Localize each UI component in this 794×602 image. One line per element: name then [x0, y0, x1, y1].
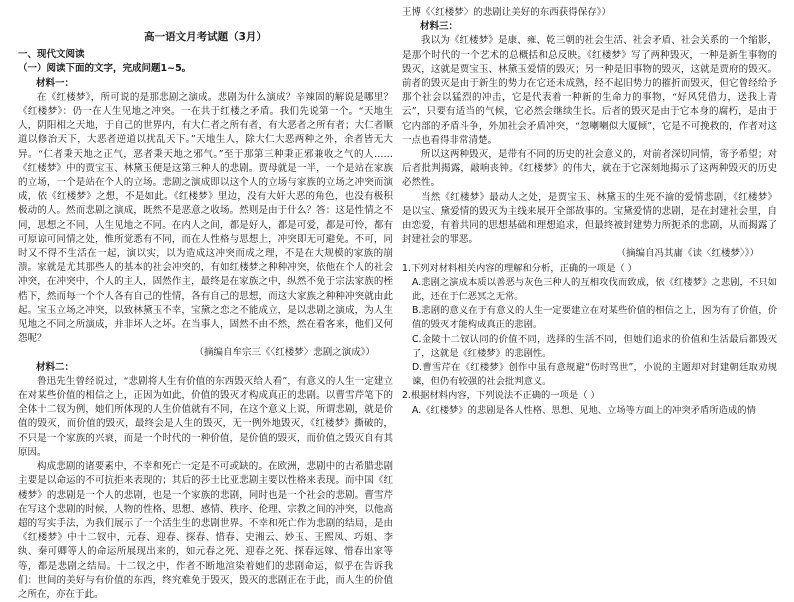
- question-1-option-b: B.悲剧的意义在于有意义的人生一定要建立在对某些价值的相信之上，因为有了价值，价值的毁灭才能构成真正的悲剧。: [412, 305, 777, 331]
- material-two-citation-tail: 王博《〈红楼梦〉的悲剧让美好的东西获得保存》）: [402, 7, 612, 18]
- material-one-label: 材料一：: [36, 77, 75, 89]
- question-2-stem: 2.根据材料内容，下列说法不正确的一项是（ ）: [402, 390, 600, 402]
- material-three-paragraph: 我以为《红楼梦》是康、雍、乾三朝的社会生活、社会矛盾、社会关系的一个缩影，是那个时代的一个艺术的总概括和总反映。《红楼梦》写了两种毁灭，一种是新生事物的毁灭，这就是贾宝玉、林黛玉爱情的毁灭；另一种是旧事物的毁灭，这就是贾府的毁灭。前者的毁灭是由于新生的势力在它还未成熟，经不起旧势力的摧折而毁灭，但它曾经给予那个社会以猛烈的冲击，它是代表着一种新的生命力的事物，“好风凭借力，送我上青云”，只要有适当的气候，它必然会继续生长。后者的毁灭是由于它本身的腐朽，是由于它内部的矛盾斗争，外加社会矛盾冲突，“忽喇喇似大厦倾”，它是不可挽救的，作者对这一点也看得非常清楚。: [402, 35, 777, 146]
- subsection-heading: （一）阅读下面的文字，完成问题1~5。: [18, 63, 192, 75]
- material-two-label: 材料二：: [36, 361, 75, 373]
- question-1-option-d: D.曹雪芹在《红楼梦》创作中虽有意规避“伤时骂世”，小说的主题却对封建朝廷取劝规谏，但仍有较强的社会批判意义。: [412, 362, 777, 388]
- material-two-paragraph: 构成悲剧的诸要素中，不幸和死亡一定是不可或缺的。在欧洲，悲剧中的古希腊悲剧主要是以命运的不可抗拒来表现的；其后的莎士比亚悲剧主要以性格来表现。而中国《红楼梦》的悲剧是一个人的悲剧，也是一个家族的悲剧，同时也是一个社会的悲剧。曹雪芹在写这个悲剧的时候，人物的性格、思想、感情、秩序、伦理、宗教之间的冲突，以他高超的写实手法，为我们展示了一个活生生的悲剧世界。不幸和死亡作为悲剧的结局，是由《红楼梦》中十二钗中，元春、迎春、探春、惜春、史湘云、妙玉、王熙凤、巧姐、李纨、秦可卿等人的命运所展现出来的，如元春之死、迎春之死、探春远嫁、惜春出家等等，都是悲剧之结局。十二钗之中，作者不断地渲染着她们的悲剧命运，似乎在告诉我们：世间的美好与有价值的东西，终究难免于毁灭，毁灭的悲剧正在于此，而人生的价值之所在，亦在于此。: [18, 461, 393, 600]
- question-1-stem: 1.下列对材料相关内容的理解和分析，正确的一项是（ ）: [402, 262, 637, 274]
- material-one-citation: （摘编自牟宗三《〈红楼梦〉悲剧之演成》）: [194, 347, 375, 359]
- material-three-label: 材料三：: [420, 21, 459, 33]
- question-1-option-c: C.金陵十二钗认同的价值不同，选择的生活不同，但她们追求的价值和生活最后都毁灭了，这就是《红楼梦》的悲剧性。: [412, 333, 777, 359]
- left-column: [18, 0, 393, 600]
- question-1-option-a: A.悲剧之演成本质以善恶与灰色三种人的互相攻伐而致成，依《红楼梦》之悲剧，不只如此，还在于仁恶冥之无常。: [412, 276, 777, 303]
- question-2-option-a: A.《红楼梦》的悲剧是各人性格、思想、见地、立场等方面上的冲突矛盾所造成的情: [412, 404, 756, 416]
- material-one-paragraph: 在《红楼梦》，所可说的是那悲剧之演成。悲剧为什么演成？辛辣固的解说是哪里？《红楼梦》：仍一在人生见地之冲突。一在共于红楼之矛盾。我们先说第一个。“天地生人，阴阳相之天地，于自己的世界内，有大仁者之所有者，有大恶者之所有者；大仁者顺道以修治天下，大恶者逆道以扰乱天下。”天地生人，除大仁大恶两种之外，余者皆无大异。“仁者秉天地之正气，恶者秉天地之邪气。”至于那第三种秉正邪兼收之气的人……《红楼梦》中的贾宝玉、林黛玉便是这第三种人的悲剧。贾母就是一半，一个是站在家族的立场，一个是站在个人的立场。悲剧之演成即以这个人的立场与家族的立场之冲突而演成，依《红楼梦》之想，不是如此。《红楼梦》里边，没有大奸大恶的角色，也没有极积极动的人。然而悲剧之演成，既然不是恶意之收场。然则是由于什么？答：这是性情之不同，思想之不同，人生见地之不同。在内人之间，都是好人，都是可爱，都是可怜，都有可原谅可同情之处，惟所觉悉有不同，而在人性格与思想上，冲突即无可避免。不可，同时又不得不生活在一起，演以实，以为造成这冲突而成之理，不是在大规模的家族的崩溃。家就是尤其那些人的基本的社会冲突的，有如红楼梦之种种冲突，依他在个人的社会冲突，在冲突中，个人的主人，固然作主，最终是在家族之中，纵然不免于宗法家族的桎梏下，然而每一个个人各有自己的性情，各有自己的思想，而这大家族之种种冲突就由此起。宝玉立场之冲突，以致林黛玉不幸，宝黛之恋之不能成立，是以悲剧之演成，为人生见地之不同之所演成，并非坏人之坏。在当事人，固然不由不然，然在看客来，他们又何怨呢？: [18, 91, 393, 345]
- material-three-paragraph: 当然《红楼梦》最动人之处，是贾宝玉、林黛玉的生死不渝的爱情悲剧，《红楼梦》是以宝、黛爱情的毁灭为主线来展开全部故事的。宝黛爱情的悲剧，是在封建社会里，自由恋爱，有着共同的思想基础和理想追求，但最终被封建势力所扼杀的悲剧，从而揭露了封建社会的罪恶。: [402, 191, 777, 246]
- exam-title: 高一语文月考试题（3月）: [144, 31, 267, 43]
- right-column: [402, 0, 777, 560]
- section-heading: 一、现代文阅读: [18, 49, 85, 61]
- material-three-citation: （摘编自冯其庸《读〈红楼梦〉》）: [616, 248, 759, 260]
- material-three-paragraph: 所以这两种毁灭，是带有不同的历史的社会意义的，对前者深切同情，寄予希望；对后者批判揭露，敲响丧钟。《红楼梦》的伟大，就在于它深刻地揭示了这两种毁灭的历史必然性。: [402, 149, 777, 189]
- material-two-paragraph: 鲁迅先生曾经说过，“悲剧将人生有价值的东西毁灭给人看”，有意义的人生一定建立在对某些价值的相信之上，正因为如此，价值的毁灭才构成真正的悲剧。以曹雪芹笔下的全体十二钗为例，她们所体现的人生价值就有不同，在这个意义上说，所谓悲剧，就是价值的毁灭，而价值的毁灭，最终会是人生的毁灭，无一例外地毁灭，《红楼梦》撕破的，不只是一个家族的兴衰，而是一个时代的一种价值，是价值的毁灭，而价值之毁灭自有其原因。: [18, 375, 393, 458]
